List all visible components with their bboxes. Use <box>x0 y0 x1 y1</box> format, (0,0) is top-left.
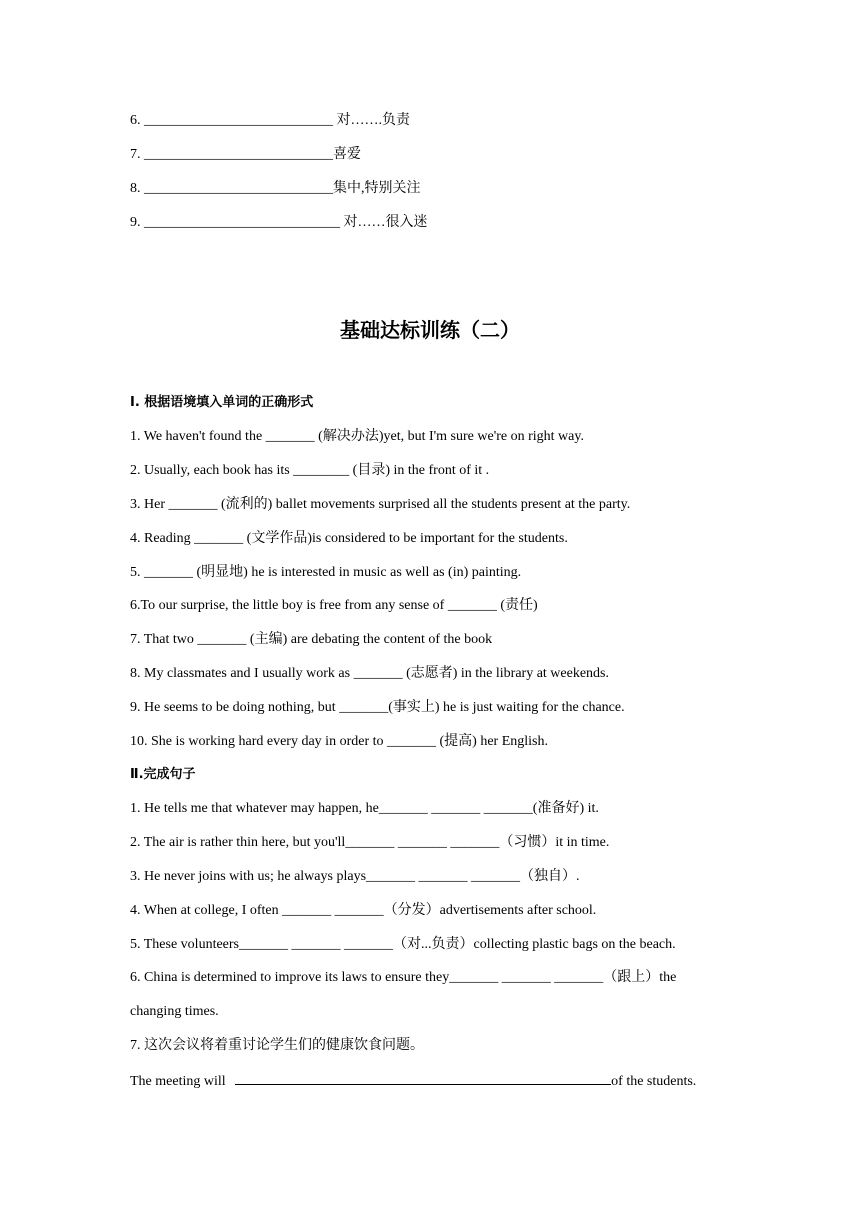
exercise-item: 10. She is working hard every day in order to _______ (提高) her English. <box>130 734 548 749</box>
exercise-item: 9. He seems to be doing nothing, but _______(事实上) he is just waiting for the chance. <box>130 700 625 715</box>
phrase-meaning: 对……很入迷 <box>340 215 428 230</box>
phrase-number: 6. <box>130 113 144 128</box>
section-heading: Ⅱ.完成句子 <box>130 767 196 782</box>
translation-suffix: of the students. <box>611 1074 697 1089</box>
exercise-item: 2. The air is rather thin here, but you'll_______ _______ _______（习惯）it in time. <box>130 835 610 850</box>
translation-prefix: The meeting will <box>130 1074 230 1089</box>
phrase-item <box>130 180 421 198</box>
phrase-item <box>130 112 410 130</box>
phrase-item <box>130 214 428 232</box>
phrase-number: 9. <box>130 215 144 230</box>
exercise-item: 3. He never joins with us; he always plays_______ _______ _______（独自）. <box>130 869 580 884</box>
section-heading: Ⅰ. 根据语境填入单词的正确形式 <box>130 395 314 410</box>
answer-underline <box>235 1071 611 1085</box>
exercise-item: 8. My classmates and I usually work as _______ (志愿者) in the library at weekends. <box>130 666 610 681</box>
phrase-meaning: 喜爱 <box>333 147 361 162</box>
phrase-blank: ___________________________ <box>144 181 333 196</box>
phrase-blank: ___________________________ <box>144 147 333 162</box>
exercise-item: 7. That two _______ (主编) are debating the content of the book <box>130 632 493 647</box>
exercise-item: 1. He tells me that whatever may happen, he_______ _______ _______(准备好) it. <box>130 801 599 816</box>
page-title: 基础达标训练（二） <box>340 318 520 342</box>
phrase-number: 8. <box>130 181 144 196</box>
exercise-item-continuation: changing times. <box>130 1004 219 1019</box>
phrase-meaning: 对…….负责 <box>333 113 410 128</box>
exercise-item: 6.To our surprise, the little boy is free from any sense of _______ (责任) <box>130 598 538 613</box>
phrase-number: 7. <box>130 147 144 162</box>
translation-line <box>130 1071 696 1091</box>
exercise-item: 2. Usually, each book has its ________ (目录) in the front of it . <box>130 463 490 478</box>
phrase-item <box>130 146 361 164</box>
exercise-item: 6. China is determined to improve its laws to ensure they_______ _______ _______（跟上）the <box>130 970 677 985</box>
exercise-item: 3. Her _______ (流利的) ballet movements surprised all the students present at the party. <box>130 497 631 512</box>
phrase-blank: ____________________________ <box>144 215 340 230</box>
exercise-item: 7. 这次会议将着重讨论学生们的健康饮食问题。 <box>130 1038 424 1053</box>
phrase-meaning: 集中,特别关注 <box>333 181 421 196</box>
exercise-item: 5. These volunteers_______ _______ _______（对...负责）collecting plastic bags on the beach. <box>130 937 676 952</box>
exercise-item: 4. When at college, I often _______ _______（分发）advertisements after school. <box>130 903 597 918</box>
phrase-blank: ___________________________ <box>144 113 333 128</box>
exercise-item: 5. _______ (明显地) he is interested in music as well as (in) painting. <box>130 565 522 580</box>
exercise-item: 1. We haven't found the _______ (解决办法)yet, but I'm sure we're on right way. <box>130 429 584 444</box>
exercise-item: 4. Reading _______ (文学作品)is considered to be important for the students. <box>130 531 568 546</box>
